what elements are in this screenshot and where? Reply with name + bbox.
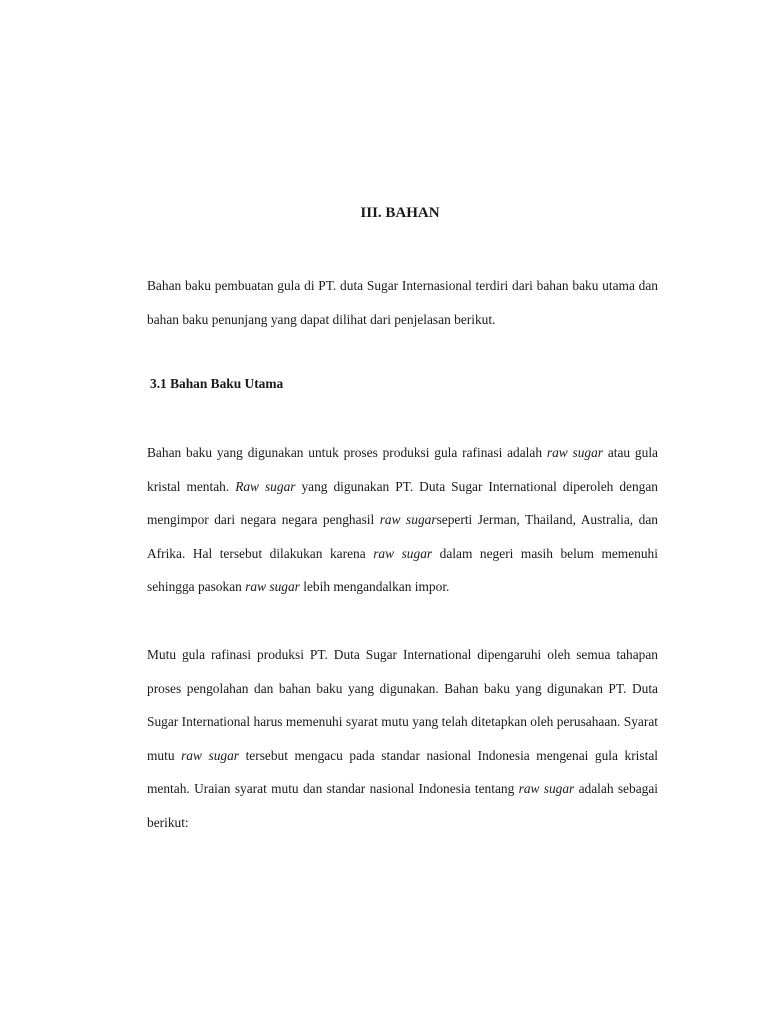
italic-term: raw sugar [373,545,433,561]
chapter-title: III. BAHAN [360,205,440,221]
section-heading: 3.1 Bahan Baku Utama [150,376,284,391]
italic-term: raw sugar [245,579,300,595]
italic-term: raw sugar [546,445,604,460]
italic-term: raw sugar [181,747,240,763]
italic-term: raw sugar [379,512,437,528]
italic-term: raw sugar [518,781,575,797]
intro-paragraph: Bahan baku pembuatan gula di PT. duta Sugar Internasional terdiri dari bahan baku utama dan bahan baku penunjang yang dapat dilihat dari penjelasan berikut. [147,278,658,327]
raw-material-paragraph: Bahan baku yang digunakan untuk proses produksi gula rafinasi adalah raw sugar atau gula kristal mentah. Raw sugar yang digunakan PT. Duta Sugar International diperoleh dengan mengimpor dari negara negara penghasil raw sugarseperti Jerman, Thailand, Australia, dan Afrika. Hal tersebut dilakukan karena raw sugar dalam negeri masih belum memenuhi sehingga pasokan raw sugar lebih mengandalkan impor. [147,445,658,595]
italic-term: Raw sugar [235,478,296,494]
quality-paragraph: Mutu gula rafinasi produksi PT. Duta Sugar International dipengaruhi oleh semua tahapan proses pengolahan dan bahan baku yang digunakan. Bahan baku yang digunakan PT. Duta Sugar International harus memenuhi syarat mutu yang telah ditetapkan oleh perusahaan. Syarat mutu raw sugar tersebut mengacu pada standar nasional Indonesia mengenai gula kristal mentah. Uraian syarat mutu dan standar nasional Indonesia tentang raw sugar adalah sebagai berikut: [147,647,659,830]
